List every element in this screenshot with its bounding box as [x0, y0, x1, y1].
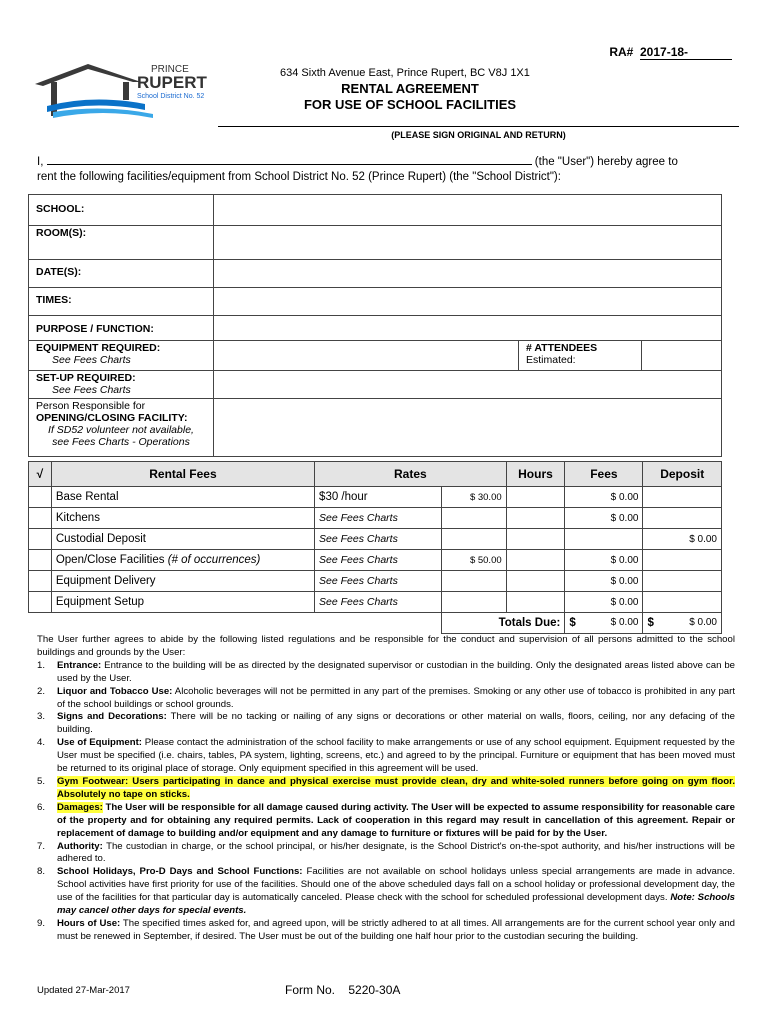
- purpose-field[interactable]: [214, 316, 722, 341]
- table-row: [29, 529, 722, 550]
- list-item: 9. Hours of Use: The specified times asked for, and agreed upon, will be strictly adhered to at all times. All arrangements are for the current school year only and must be renewed in September, if desired. The User must be out of the building one half hour prior to the custodian securing the building.: [37, 917, 735, 942]
- attendees-field[interactable]: [642, 341, 722, 371]
- agreement-line2: rent the following facilities/equipment from School District No. 52 (Prince Rupert) (the "School District"):: [37, 171, 561, 183]
- times-field[interactable]: [214, 288, 722, 316]
- ra-field[interactable]: [640, 45, 732, 60]
- list-item: 2. Liquor and Tobacco Use: Alcoholic beverages will not be permitted in any part of the premises. Smoking or any other use of tobacco is prohibited in any part of the school buildings or school grounds.: [37, 685, 735, 710]
- fee-name: Equipment Delivery: [51, 571, 314, 592]
- deposit-amount: [643, 571, 722, 592]
- fee-rate-amount: $ 50.00: [442, 550, 506, 571]
- updated-date: Updated 27-Mar-2017: [37, 985, 130, 996]
- rental-fees-table: [28, 461, 722, 634]
- facility-info-table: [28, 194, 722, 457]
- fees-header: Fees: [565, 462, 643, 487]
- times-label: TIMES:: [29, 288, 214, 316]
- fee-amount: $ 0.00: [565, 571, 643, 592]
- deposit-amount: [643, 508, 722, 529]
- fee-name: Kitchens: [51, 508, 314, 529]
- table-row: [29, 487, 722, 508]
- dates-label: DATE(S):: [29, 260, 214, 288]
- dates-field[interactable]: [214, 260, 722, 288]
- opening-label: Person Responsible for OPENING/CLOSING FACILITY: If SD52 volunteer not available, see Fees Charts - Operations: [29, 399, 214, 457]
- fee-rate-amount: [442, 592, 506, 613]
- form-number: Form No. 5220-30A: [285, 983, 401, 997]
- logo-text-district: School District No. 52: [137, 93, 205, 100]
- total-fees: $ $ 0.00: [565, 613, 643, 634]
- fee-amount: $ 0.00: [565, 487, 643, 508]
- total-deposit: $ $ 0.00: [643, 613, 722, 634]
- fee-name: Custodial Deposit: [51, 529, 314, 550]
- title-line2: FOR USE OF SCHOOL FACILITIES: [303, 97, 517, 112]
- deposit-amount: $ 0.00: [643, 529, 722, 550]
- hours-field[interactable]: [506, 508, 565, 529]
- purpose-label: PURPOSE / FUNCTION:: [29, 316, 214, 341]
- ra-value: 2017-18-: [640, 45, 689, 59]
- fee-amount: $ 0.00: [565, 592, 643, 613]
- equipment-label: EQUIPMENT REQUIRED: See Fees Charts: [29, 341, 214, 371]
- row-checkbox[interactable]: [29, 487, 52, 508]
- terms-intro: The User further agrees to abide by the following listed regulations and be responsible for the conduct and supervision of all persons admitted to the school buildings and grounds by the User:: [37, 634, 735, 658]
- deposit-amount: [643, 592, 722, 613]
- list-item: 1. Entrance: Entrance to the building will be as directed by the designated supervisor or custodian in the building. Only the designated areas listed above can be used by the User.: [37, 659, 735, 684]
- fee-name: Base Rental: [51, 487, 314, 508]
- hours-header: Hours: [506, 462, 565, 487]
- rates-header: Rates: [315, 462, 507, 487]
- occurrences-field[interactable]: [506, 550, 565, 571]
- fee-rate-amount: [442, 529, 506, 550]
- hours-field[interactable]: [506, 592, 565, 613]
- logo-text-prince: PRINCE: [151, 64, 189, 75]
- school-district-logo: [33, 60, 218, 120]
- sign-instruction: (PLEASE SIGN ORIGINAL AND RETURN): [391, 130, 566, 140]
- rental-fees-header: Rental Fees: [51, 462, 314, 487]
- list-item: 8. School Holidays, Pro-D Days and School Functions: Facilities are not available on school holidays unless special arrangements are made in advance. School activities have first priority for use of the facilities. Should one of the above scheduled days fall on a school holiday or professional development day, the use of the facilities for that particular day is automatically canceled. Please check with the school for scheduled professional development days. Note: Schools may cancel other days for special events.: [37, 866, 735, 917]
- logo-text-rupert: RUPERT: [137, 73, 207, 92]
- school-label: SCHOOL:: [29, 195, 214, 226]
- fee-name: Open/Close Facilities (# of occurrences): [51, 550, 314, 571]
- terms-section: [37, 634, 735, 944]
- fee-rate-amount: $ 30.00: [442, 487, 506, 508]
- agreement-line: [37, 156, 737, 168]
- fee-rate-amount: [442, 571, 506, 592]
- fee-amount: $ 0.00: [565, 550, 643, 571]
- attendees-label: # ATTENDEES Estimated:: [519, 341, 642, 371]
- user-name-field[interactable]: [47, 164, 532, 165]
- fee-amount: [565, 529, 643, 550]
- title-line1: RENTAL AGREEMENT: [341, 81, 479, 96]
- deposit-amount: [643, 550, 722, 571]
- table-row: [29, 571, 722, 592]
- fee-rate-amount: [442, 508, 506, 529]
- ra-label: RA#: [609, 45, 634, 59]
- agreement-prefix: I,: [37, 156, 44, 168]
- rooms-label: ROOM(S):: [29, 226, 214, 260]
- list-item: 6. Damages: The User will be responsible for all damage caused during activity. The User will be expected to assume responsibility for reasonable care of the property and for obtaining any required permits. Lack of cooperation in this regard may result in cancellation of this agreement. Repair or replacement of damage to building and/or equipment and any damage to furniture or fixtures will be paid for by the User.: [37, 801, 736, 839]
- fee-rate: See Fees Charts: [315, 550, 442, 571]
- hours-field[interactable]: [506, 487, 565, 508]
- fee-amount: $ 0.00: [565, 508, 643, 529]
- hours-field[interactable]: [506, 529, 565, 550]
- header-divider: [218, 126, 739, 127]
- fee-rate: See Fees Charts: [315, 571, 442, 592]
- setup-field[interactable]: [214, 371, 722, 399]
- table-row: [29, 550, 722, 571]
- fee-rate: See Fees Charts: [315, 592, 442, 613]
- row-checkbox[interactable]: [29, 529, 52, 550]
- setup-label: SET-UP REQUIRED: See Fees Charts: [29, 371, 214, 399]
- list-item: 7. Authority: The custodian in charge, or the school principal, or his/her designate, is the School District's on-the-spot authority, and his/her instructions will be adhered to.: [37, 840, 735, 865]
- totals-label: Totals Due:: [442, 613, 565, 634]
- school-field[interactable]: [214, 195, 722, 226]
- fee-rate: See Fees Charts: [315, 529, 442, 550]
- totals-row: [29, 613, 722, 634]
- check-header: √: [29, 462, 52, 487]
- equipment-field[interactable]: [214, 341, 519, 371]
- deposit-header: Deposit: [643, 462, 722, 487]
- agreement-suffix: (the "User") hereby agree to: [534, 156, 678, 168]
- fee-rate: See Fees Charts: [315, 508, 442, 529]
- row-checkbox[interactable]: [29, 571, 52, 592]
- list-item: 3. Signs and Decorations: There will be no tacking or nailing of any signs or decorations or other material on walls, floors, ceiling, nor any defacing of the building.: [37, 711, 735, 736]
- terms-list: [37, 660, 735, 944]
- ra-number: [609, 45, 732, 60]
- list-item: 4. Use of Equipment: Please contact the administration of the school facility to make arrangements or use of any school equipment. Equipment requested by the User must be specified (i.e. chairs, tables, PA system, lighting, screens, etc.) and agreed to by the principal. Furniture or equipment that has been moved must be returned to its original place of storage. Only equipment specified in this agreement will be used.: [37, 737, 735, 775]
- deposit-amount: [643, 487, 722, 508]
- fee-rate: $30 /hour: [315, 487, 442, 508]
- fee-name: Equipment Setup: [51, 592, 314, 613]
- table-row: [29, 592, 722, 613]
- table-row: [29, 508, 722, 529]
- row-checkbox[interactable]: [29, 592, 52, 613]
- rooms-field[interactable]: [214, 226, 722, 260]
- hours-field[interactable]: [506, 571, 565, 592]
- row-checkbox[interactable]: [29, 508, 52, 529]
- list-item: 5. Gym Footwear: Users participating in dance and physical exercise must provide clean, dry and white-soled runners before going on gym floor. Absolutely no tape on sticks.: [37, 775, 735, 800]
- address: 634 Sixth Avenue East, Prince Rupert, BC V8J 1X1: [280, 67, 530, 79]
- opening-field[interactable]: [214, 399, 722, 457]
- row-checkbox[interactable]: [29, 550, 52, 571]
